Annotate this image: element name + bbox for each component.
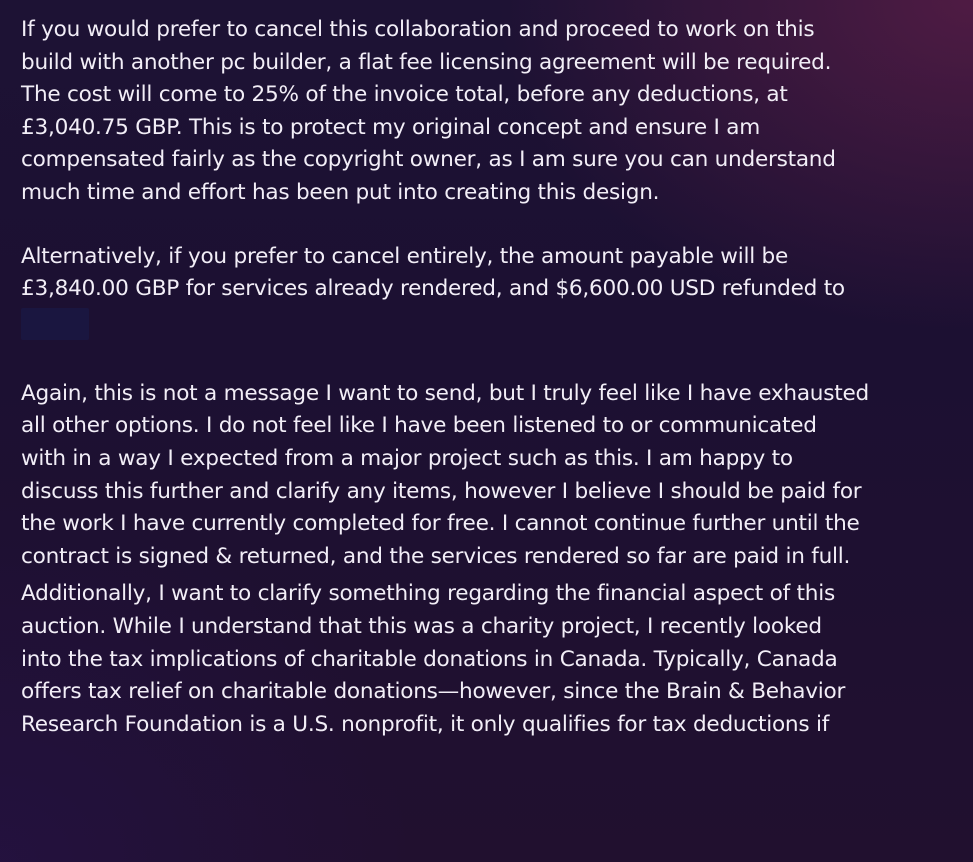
redacted-recipient-block: [21, 308, 89, 340]
paragraph-spacer: [21, 340, 966, 378]
message-paragraph-cancellation: Alternatively, if you prefer to cancel entirely, the amount payable will be £3,840.00 GBP for services already rendered, and $6,600.00 USD refunded to: [21, 243, 845, 302]
message-body: [21, 14, 966, 741]
message-paragraph-closing: Again, this is not a message I want to send, but I truly feel like I have exhausted all other options. I do not feel like I have been listened to or communicated with in a way I expected from a major project such as this. I am happy to discuss this further and clarify any items, however I believe I should be paid for the work I have currently completed for free. I cannot continue further until the contract is signed & returned, and the services rendered so far are paid in full.: [21, 380, 869, 569]
paragraph-spacer: [21, 210, 966, 241]
message-paragraph-licensing: If you would prefer to cancel this collaboration and proceed to work on this build with another pc builder, a flat fee licensing agreement will be required. The cost will come to 25% of the invoice total, before any deductions, at £3,040.75 GBP. This is to protect my original concept and ensure I am compensated fairly as the copyright owner, as I am sure you can understand much time and effort has been put into creating this design.: [21, 17, 836, 205]
message-paragraph-tax: Additionally, I want to clarify something regarding the financial aspect of this auction. While I understand that this was a charity project, I recently looked into the tax implications of charitable donations in Canada. Typically, Canada offers tax relief on charitable donations—however, since the Brain & Behavior Research Foundation is a U.S. nonprofit, it only qualifies for tax deductions if: [21, 581, 846, 737]
